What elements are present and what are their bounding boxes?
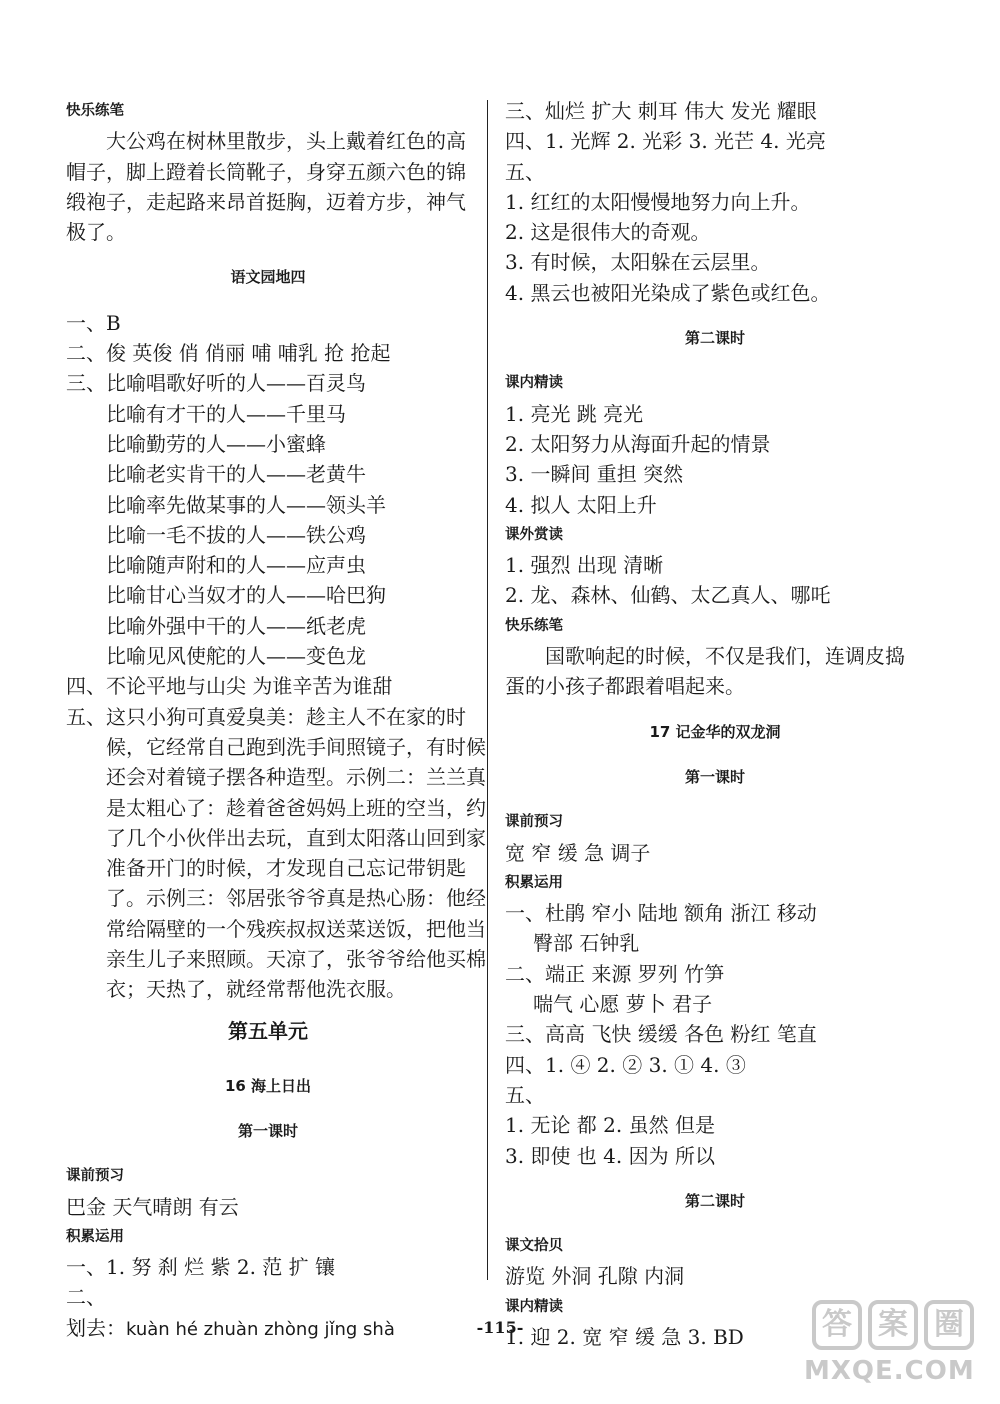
watermark-char: 圈 — [924, 1300, 974, 1350]
paragraph-line: 极了。 — [66, 220, 126, 245]
paragraph-line: 大公鸡在树林里散步，头上戴着红色的高 — [106, 129, 466, 154]
answer-line: 比喻勤劳的人——小蜜蜂 — [106, 431, 326, 456]
section-heading: 课外赏读 — [505, 526, 563, 543]
answer-line: 1. 无论 都 2. 虽然 但是 — [505, 1113, 715, 1138]
paragraph-line: 缎袍子，走起路来昂首挺胸，迈着方步，神气 — [66, 189, 466, 214]
answer-line: 一、1. 努 刹 烂 紫 2. 范 扩 镶 — [66, 1255, 336, 1280]
answer-line: 三、比喻唱歌好听的人——百灵鸟 — [66, 371, 366, 396]
answer-line: 候，它经常自己跑到洗手间照镜子，有时候 — [106, 734, 486, 759]
period-title: 第二课时 — [684, 1191, 745, 1210]
answer-line: 一、杜鹃 窄小 陆地 额角 浙江 移动 — [505, 901, 817, 926]
answer-line: 了。示例三：邻居张爷爷真是热心肠：他经 — [106, 886, 486, 911]
section-title: 语文园地四 — [230, 268, 306, 287]
answer-line: 五、 — [505, 1082, 545, 1107]
answer-line: 游览 外洞 孔隙 内洞 — [505, 1264, 685, 1289]
section-heading: 课内精读 — [505, 375, 563, 392]
section-heading: 积累运用 — [505, 874, 563, 891]
answer-line: 五、这只小狗可真爱臭美：趁主人不在家的时 — [66, 704, 466, 729]
answer-line: 衣；天热了，就经常帮他洗衣服。 — [106, 977, 406, 1002]
answer-line: 3. 即使 也 4. 因为 所以 — [505, 1143, 715, 1168]
watermark-char: 案 — [868, 1300, 918, 1350]
period-title: 第一课时 — [237, 1121, 298, 1140]
paragraph-line: 国歌响起的时候，不仅是我们，连调皮捣 — [545, 644, 905, 669]
answer-line: 亲生儿子来照顾。天凉了，张爷爷给他买棉 — [106, 947, 486, 972]
section-heading: 积累运用 — [66, 1228, 124, 1245]
answer-line: 四、1. ④ 2. ② 3. ① 4. ③ — [505, 1052, 746, 1077]
answer-line: 1. 亮光 跳 亮光 — [505, 401, 644, 426]
watermark-char: 答 — [812, 1300, 862, 1350]
answer-line: 四、不论平地与山尖 为谁辛苦为谁甜 — [66, 674, 393, 699]
section-heading: 课内精读 — [505, 1298, 563, 1315]
answer-prefix: 划去： — [66, 1315, 126, 1340]
right-column — [505, 96, 925, 1352]
answer-line: 比喻随声附和的人——应声虫 — [106, 553, 366, 578]
section-heading: 课前预习 — [505, 814, 563, 831]
period-title: 第二课时 — [684, 329, 745, 348]
section-heading: 课前预习 — [66, 1168, 124, 1185]
answer-line: 比喻有才干的人——千里马 — [106, 401, 346, 426]
answer-line: 二、端正 来源 罗列 竹笋 — [505, 961, 725, 986]
answer-line: 4. 黑云也被阳光染成了紫色或红色。 — [505, 280, 831, 305]
answer-line: 常给隔壁的一个残疾叔叔送菜送饭，把他当 — [106, 916, 486, 941]
answer-line: 还会对着镜子摆各种造型。示例二：兰兰真 — [106, 765, 486, 790]
answer-line: 比喻率先做某事的人——领头羊 — [106, 492, 386, 517]
answer-line: 喘气 心愿 萝卜 君子 — [533, 992, 713, 1017]
answer-line: 比喻老实肯干的人——老黄牛 — [106, 462, 366, 487]
answer-line: 1. 迎 2. 宽 窄 缓 急 3. BD — [505, 1324, 744, 1349]
answer-line: 比喻甘心当奴才的人——哈巴狗 — [106, 583, 386, 608]
answer-line: 二、 — [66, 1285, 106, 1310]
pinyin-list: kuàn hé zhuàn zhòng jǐng shà — [126, 1318, 395, 1340]
section-heading: 课文拾贝 — [505, 1238, 563, 1255]
answer-line: 比喻外强中干的人——纸老虎 — [106, 613, 366, 638]
answer-line: 4. 拟人 太阳上升 — [505, 492, 657, 517]
answer-line: 3. 有时候，太阳躲在云层里。 — [505, 250, 771, 275]
lesson-title: 17 记金华的双龙洞 — [649, 722, 781, 741]
column-divider — [487, 100, 488, 1280]
section-heading: 快乐练笔 — [66, 103, 124, 119]
answer-line: 2. 太阳努力从海面升起的情景 — [505, 431, 771, 456]
paragraph-line: 帽子，脚上蹬着长筒靴子，身穿五颜六色的锦 — [66, 159, 466, 184]
answer-line: 三、灿烂 扩大 刺耳 伟大 发光 耀眼 — [505, 99, 817, 123]
section-heading: 快乐练笔 — [505, 617, 563, 634]
paragraph-line: 蛋的小孩子都跟着唱起来。 — [505, 674, 745, 699]
answer-line: 是太粗心了：趁着爸爸妈妈上班的空当，约 — [106, 795, 486, 820]
answer-line: 了几个小伙伴出去玩，直到太阳落山回到家 — [106, 825, 486, 850]
answer-line: 3. 一瞬间 重担 突然 — [505, 462, 684, 487]
answer-line: 四、1. 光辉 2. 光彩 3. 光芒 4. 光亮 — [505, 129, 826, 154]
answer-line: 宽 窄 缓 急 调子 — [505, 840, 651, 865]
watermark-logo — [804, 1300, 974, 1396]
answer-line: 2. 这是很伟大的奇观。 — [505, 220, 711, 245]
answer-line: 巴金 天气晴朗 有云 — [66, 1194, 239, 1219]
answer-line: 臀部 石钟乳 — [533, 931, 640, 956]
watermark-url: MXQE.COM — [804, 1356, 975, 1386]
page-number: -115- — [476, 1318, 524, 1337]
answer-line: 比喻一毛不拔的人——铁公鸡 — [106, 522, 366, 547]
answer-line: 二、俊 英俊 俏 俏丽 哺 哺乳 抢 抢起 — [66, 341, 391, 366]
period-title: 第一课时 — [684, 767, 745, 786]
lesson-title: 16 海上日出 — [224, 1076, 312, 1095]
answer-line: 三、高高 飞快 缓缓 各色 粉红 笔直 — [505, 1022, 817, 1047]
left-column — [66, 96, 486, 1345]
answer-line: 2. 龙、森林、仙鹤、太乙真人、哪吒 — [505, 583, 831, 608]
answer-line: 一、B — [66, 310, 121, 335]
answer-line: 准备开门的时候，才发现自己忘记带钥匙 — [106, 856, 466, 881]
unit-title: 第五单元 — [228, 1018, 308, 1043]
watermark-chars — [804, 1300, 974, 1350]
answer-line: 1. 强烈 出现 清晰 — [505, 553, 664, 578]
answer-line: 五、 — [505, 159, 545, 184]
answer-line: 1. 红红的太阳慢慢地努力向上升。 — [505, 189, 811, 214]
answer-line: 比喻见风使舵的人——变色龙 — [106, 644, 366, 669]
